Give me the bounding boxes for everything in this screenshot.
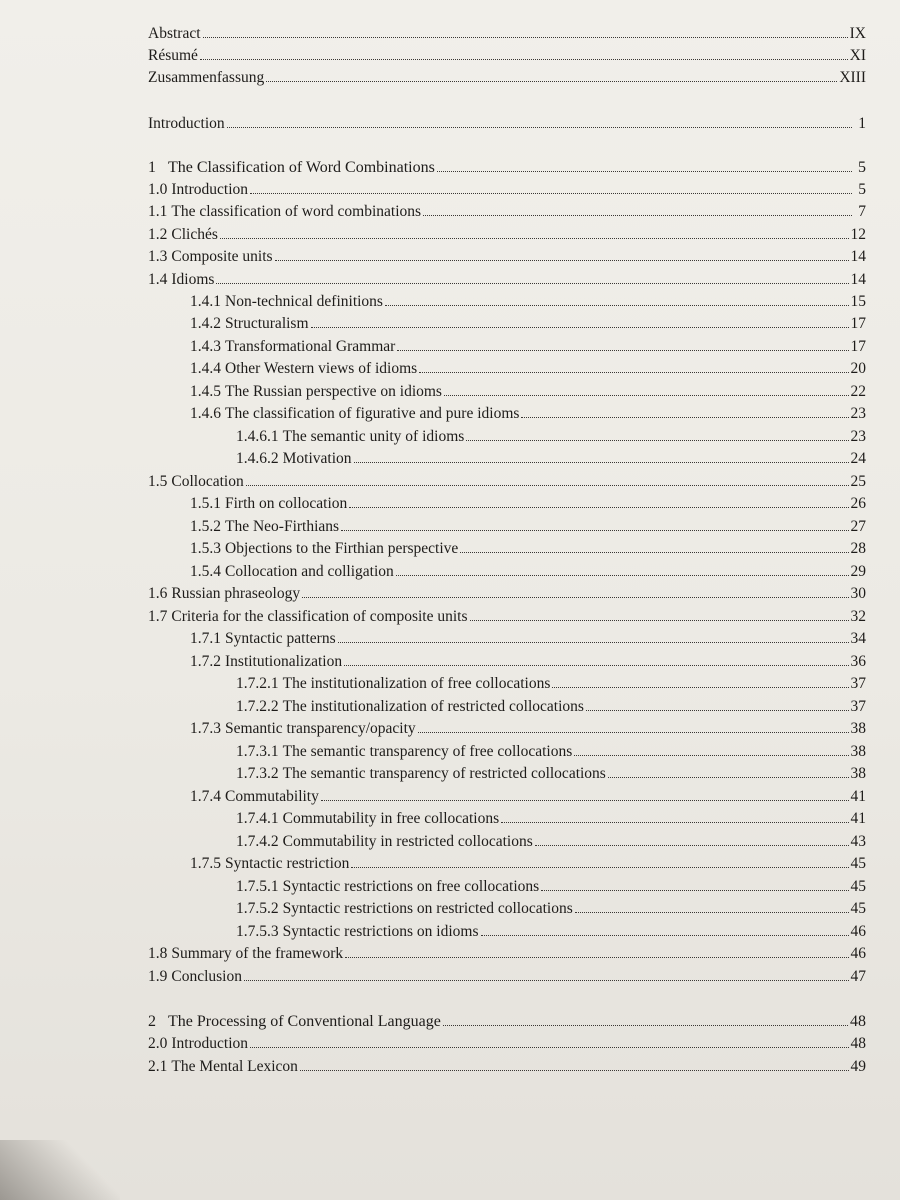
toc-entry-title: Introduction xyxy=(148,115,225,132)
dot-leader xyxy=(220,225,849,239)
dot-leader xyxy=(575,899,849,913)
toc-entry-title: The classification of word combinations xyxy=(171,203,422,220)
toc-entry-page: 37 xyxy=(850,698,866,715)
toc-entry xyxy=(148,382,866,401)
toc-entry-page: 47 xyxy=(850,968,866,985)
toc-entry xyxy=(148,787,866,806)
toc-entry-page: 17 xyxy=(850,338,866,355)
dot-leader xyxy=(444,382,849,396)
toc-entry-page: 23 xyxy=(850,428,866,445)
toc-entry-title: Objections to the Firthian perspective xyxy=(225,540,459,557)
toc-entry-number: 1.4.5 xyxy=(190,383,221,400)
toc-entry-title: Syntactic restrictions on free collocations xyxy=(282,878,540,895)
toc-entry-number: 1.7.3 xyxy=(190,720,221,737)
toc-entry-title: Conclusion xyxy=(171,968,242,985)
toc-entry-title: Introduction xyxy=(171,181,248,198)
toc-entry-number: 1.4 xyxy=(148,271,168,288)
toc-entry xyxy=(148,449,866,468)
toc-entry xyxy=(148,1012,866,1031)
dot-leader xyxy=(200,46,848,60)
toc-entry-title: Syntactic restrictions on idioms xyxy=(282,923,479,940)
toc-entry-page: 5 xyxy=(858,181,866,198)
toc-entry-number: 1.7.4.1 xyxy=(236,810,279,827)
toc-entry xyxy=(148,742,866,761)
toc-entry-page: 46 xyxy=(850,945,866,962)
toc-entry xyxy=(148,24,866,43)
toc-entry-title: Criteria for the classification of composite units xyxy=(171,608,468,625)
toc-entry-page: 22 xyxy=(850,383,866,400)
toc-entry-number: 1.3 xyxy=(148,248,168,265)
toc-entry-title: The Classification of Word Combinations xyxy=(168,159,435,176)
toc-entry xyxy=(148,114,866,133)
dot-leader xyxy=(443,1012,848,1026)
toc-entry-title: Russian phraseology xyxy=(171,585,301,602)
toc-entry-title: Syntactic patterns xyxy=(225,630,336,647)
dot-leader xyxy=(586,697,849,711)
toc-entry xyxy=(148,1057,866,1076)
toc-entry-number: 2 xyxy=(148,1013,156,1030)
toc-entry-number: 1.5.4 xyxy=(190,563,221,580)
dot-leader xyxy=(321,787,849,801)
toc-entry-page: 25 xyxy=(850,473,866,490)
toc-entry-title: Summary of the framework xyxy=(171,945,344,962)
toc-entry-page: 1 xyxy=(858,115,866,132)
toc-entry-number: 1.4.4 xyxy=(190,360,221,377)
toc-entry-page: 38 xyxy=(850,743,866,760)
toc-entry-page: 49 xyxy=(850,1058,866,1075)
toc-entry-title: Zusammenfassung xyxy=(148,69,265,86)
toc-entry xyxy=(148,697,866,716)
toc-entry-title: Motivation xyxy=(282,450,352,467)
toc-entry xyxy=(148,899,866,918)
toc-entry xyxy=(148,922,866,941)
toc-entry-page: 14 xyxy=(850,271,866,288)
toc-entry-page: 37 xyxy=(850,675,866,692)
toc-entry-title: Institutionalization xyxy=(225,653,343,670)
toc-entry-number: 1.7.5.3 xyxy=(236,923,279,940)
dot-leader xyxy=(481,922,849,936)
toc-entry-title: The semantic transparency of restricted collocations xyxy=(282,765,606,782)
toc-entry-number: 1.7.1 xyxy=(190,630,221,647)
toc-entry-title: Résumé xyxy=(148,47,198,64)
toc-entry-number: 1.5.3 xyxy=(190,540,221,557)
dot-leader xyxy=(227,114,852,128)
dot-leader xyxy=(275,247,849,261)
toc-entry-title: Composite units xyxy=(171,248,273,265)
toc-entry xyxy=(148,517,866,536)
toc-entry-title: Clichés xyxy=(171,226,218,243)
toc-entry-title: The classification of figurative and pure idioms xyxy=(225,405,520,422)
toc-entry xyxy=(148,180,866,199)
toc-entry xyxy=(148,877,866,896)
toc-entry-title: Collocation and colligation xyxy=(225,563,394,580)
toc-entry-title: The Mental Lexicon xyxy=(171,1058,298,1075)
toc-entry-title: The semantic unity of idioms xyxy=(282,428,465,445)
toc-entry-page: 26 xyxy=(850,495,866,512)
toc-entry-page: 30 xyxy=(850,585,866,602)
toc-entry-number: 1.7.4.2 xyxy=(236,833,279,850)
toc-entry-page: 43 xyxy=(850,833,866,850)
toc-entry xyxy=(148,832,866,851)
toc-entry-number: 1.7.5.1 xyxy=(236,878,279,895)
toc-entry-title: Introduction xyxy=(171,1035,248,1052)
dot-leader xyxy=(521,404,848,418)
toc-entry xyxy=(148,68,866,87)
toc-entry xyxy=(148,607,866,626)
toc-entry xyxy=(148,427,866,446)
toc-entry-number: 1.4.6.1 xyxy=(236,428,279,445)
toc-entry-page: 24 xyxy=(850,450,866,467)
dot-leader xyxy=(460,539,848,553)
dot-leader xyxy=(203,24,848,38)
toc-entry-number: 1.7.4 xyxy=(190,788,221,805)
toc-entry-number: 1.5.2 xyxy=(190,518,221,535)
dot-leader xyxy=(418,719,849,733)
toc-entry xyxy=(148,764,866,783)
toc-entry-title: Non-technical definitions xyxy=(225,293,383,310)
toc-entry xyxy=(148,314,866,333)
toc-entry-title: Idioms xyxy=(171,271,215,288)
dot-leader xyxy=(552,674,848,688)
toc-entry-title: Other Western views of idioms xyxy=(225,360,418,377)
toc-entry-page: 45 xyxy=(850,855,866,872)
toc-entry xyxy=(148,652,866,671)
toc-entry-title: The Neo-Firthians xyxy=(225,518,340,535)
toc-entry xyxy=(148,584,866,603)
toc-entry-page: 32 xyxy=(850,608,866,625)
toc-entry xyxy=(148,629,866,648)
toc-entry-page: XIII xyxy=(839,69,866,86)
toc-entry xyxy=(148,225,866,244)
dot-leader xyxy=(302,584,848,598)
dot-leader xyxy=(396,562,849,576)
toc-entry-page: 36 xyxy=(850,653,866,670)
toc-entry-number: 1.4.2 xyxy=(190,315,221,332)
toc-entry-title: Commutability in free collocations xyxy=(282,810,500,827)
toc-entry-number: 1.6 xyxy=(148,585,168,602)
dot-leader xyxy=(574,742,848,756)
toc-entry-title: The semantic transparency of free collocations xyxy=(282,743,573,760)
toc-entry-page: 14 xyxy=(850,248,866,265)
toc-entry-title: Syntactic restriction xyxy=(225,855,350,872)
toc-entry-title: The institutionalization of free collocations xyxy=(282,675,551,692)
toc-entry-page: XI xyxy=(849,47,866,64)
toc-entry xyxy=(148,472,866,491)
toc-entry xyxy=(148,270,866,289)
dot-leader xyxy=(397,337,848,351)
toc-entry-number: 1.9 xyxy=(148,968,168,985)
toc-entry-number: 1 xyxy=(148,159,156,176)
toc-entry-page: 23 xyxy=(850,405,866,422)
toc-entry xyxy=(148,854,866,873)
toc-entry xyxy=(148,359,866,378)
toc-entry-page: 45 xyxy=(850,900,866,917)
dot-leader xyxy=(608,764,849,778)
toc-entry-page: 48 xyxy=(850,1013,866,1030)
toc-entry-number: 1.7.5 xyxy=(190,855,221,872)
toc-entry-title: Syntactic restrictions on restricted collocations xyxy=(282,900,573,917)
dot-leader xyxy=(344,652,848,666)
toc-entry-page: 5 xyxy=(858,159,866,176)
toc-entry-number: 1.7.2 xyxy=(190,653,221,670)
toc-entry xyxy=(148,539,866,558)
toc-entry-title: Commutability in restricted collocations xyxy=(282,833,533,850)
toc-entry xyxy=(148,404,866,423)
toc-entry-page: 38 xyxy=(850,765,866,782)
toc-entry-number: 1.4.6.2 xyxy=(236,450,279,467)
dot-leader xyxy=(266,68,837,82)
toc-entry xyxy=(148,46,866,65)
toc-entry-title: Abstract xyxy=(148,25,201,42)
toc-entry-title: Structuralism xyxy=(225,315,309,332)
toc-entry-number: 1.7 xyxy=(148,608,168,625)
toc-entry-page: 27 xyxy=(850,518,866,535)
toc-entry-number: 2.1 xyxy=(148,1058,168,1075)
toc-entry-number: 1.7.3.2 xyxy=(236,765,279,782)
toc-entry-title: The Processing of Conventional Language xyxy=(168,1013,441,1030)
toc-entry-title: Collocation xyxy=(171,473,244,490)
dot-leader xyxy=(351,854,848,868)
toc-entry-title: Firth on collocation xyxy=(225,495,348,512)
toc-entry-page: 41 xyxy=(850,810,866,827)
toc-entry xyxy=(148,719,866,738)
toc-entry-page: 15 xyxy=(850,293,866,310)
toc-entry-number: 1.7.2.1 xyxy=(236,675,279,692)
dot-leader xyxy=(419,359,848,373)
toc-entry xyxy=(148,1034,866,1053)
dot-leader xyxy=(349,494,848,508)
toc-entry xyxy=(148,292,866,311)
toc-entry xyxy=(148,202,866,221)
toc-entry-page: 28 xyxy=(850,540,866,557)
dot-leader xyxy=(466,427,848,441)
toc-entry-number: 1.0 xyxy=(148,181,168,198)
toc-entry xyxy=(148,967,866,986)
dot-leader xyxy=(341,517,848,531)
toc-entry xyxy=(148,562,866,581)
dot-leader xyxy=(311,314,849,328)
toc-entry xyxy=(148,944,866,963)
toc-entry-title: Commutability xyxy=(225,788,319,805)
toc-entry xyxy=(148,247,866,266)
toc-entry-page: 7 xyxy=(858,203,866,220)
toc-entry-number: 2.0 xyxy=(148,1035,168,1052)
toc-entry xyxy=(148,337,866,356)
toc-entry-page: 38 xyxy=(850,720,866,737)
toc-entry xyxy=(148,158,866,177)
toc-entry-page: 12 xyxy=(850,226,866,243)
dot-leader xyxy=(250,1034,849,1048)
dot-leader xyxy=(501,809,848,823)
dot-leader xyxy=(300,1057,849,1071)
dot-leader xyxy=(244,967,849,981)
dot-leader xyxy=(345,944,848,958)
toc-entry-page: IX xyxy=(849,25,866,42)
toc-entry-page: 17 xyxy=(850,315,866,332)
toc-entry xyxy=(148,809,866,828)
toc-entry-title: Semantic transparency/opacity xyxy=(225,720,416,737)
dot-leader xyxy=(250,180,852,194)
dot-leader xyxy=(216,270,848,284)
toc-entry-number: 1.1 xyxy=(148,203,168,220)
toc-entry-number: 1.2 xyxy=(148,226,168,243)
dot-leader xyxy=(385,292,849,306)
toc-entry-title: Transformational Grammar xyxy=(225,338,396,355)
dot-leader xyxy=(338,629,849,643)
toc-entry-number: 1.4.1 xyxy=(190,293,221,310)
toc-entry-number: 1.7.3.1 xyxy=(236,743,279,760)
toc-entry-page: 20 xyxy=(850,360,866,377)
dot-leader xyxy=(470,607,849,621)
toc-entry-page: 41 xyxy=(850,788,866,805)
dot-leader xyxy=(535,832,849,846)
dot-leader xyxy=(541,877,848,891)
toc-entry-title: The Russian perspective on idioms xyxy=(225,383,442,400)
toc-entry-page: 34 xyxy=(850,630,866,647)
dot-leader xyxy=(246,472,849,486)
toc-entry-number: 1.7.2.2 xyxy=(236,698,279,715)
toc-entry-title: The institutionalization of restricted collocations xyxy=(282,698,584,715)
toc-entry-number: 1.5 xyxy=(148,473,168,490)
dot-leader xyxy=(423,202,852,216)
toc-entry-number: 1.5.1 xyxy=(190,495,221,512)
toc-entry xyxy=(148,494,866,513)
dot-leader xyxy=(437,158,852,172)
toc-entry xyxy=(148,674,866,693)
toc-entry-page: 29 xyxy=(850,563,866,580)
dot-leader xyxy=(354,449,849,463)
toc-entry-number: 1.7.5.2 xyxy=(236,900,279,917)
toc-entry-page: 48 xyxy=(850,1035,866,1052)
toc-entry-number: 1.8 xyxy=(148,945,168,962)
toc-entry-page: 46 xyxy=(850,923,866,940)
toc-entry-page: 45 xyxy=(850,878,866,895)
toc-entry-number: 1.4.3 xyxy=(190,338,221,355)
toc-entry-number: 1.4.6 xyxy=(190,405,221,422)
